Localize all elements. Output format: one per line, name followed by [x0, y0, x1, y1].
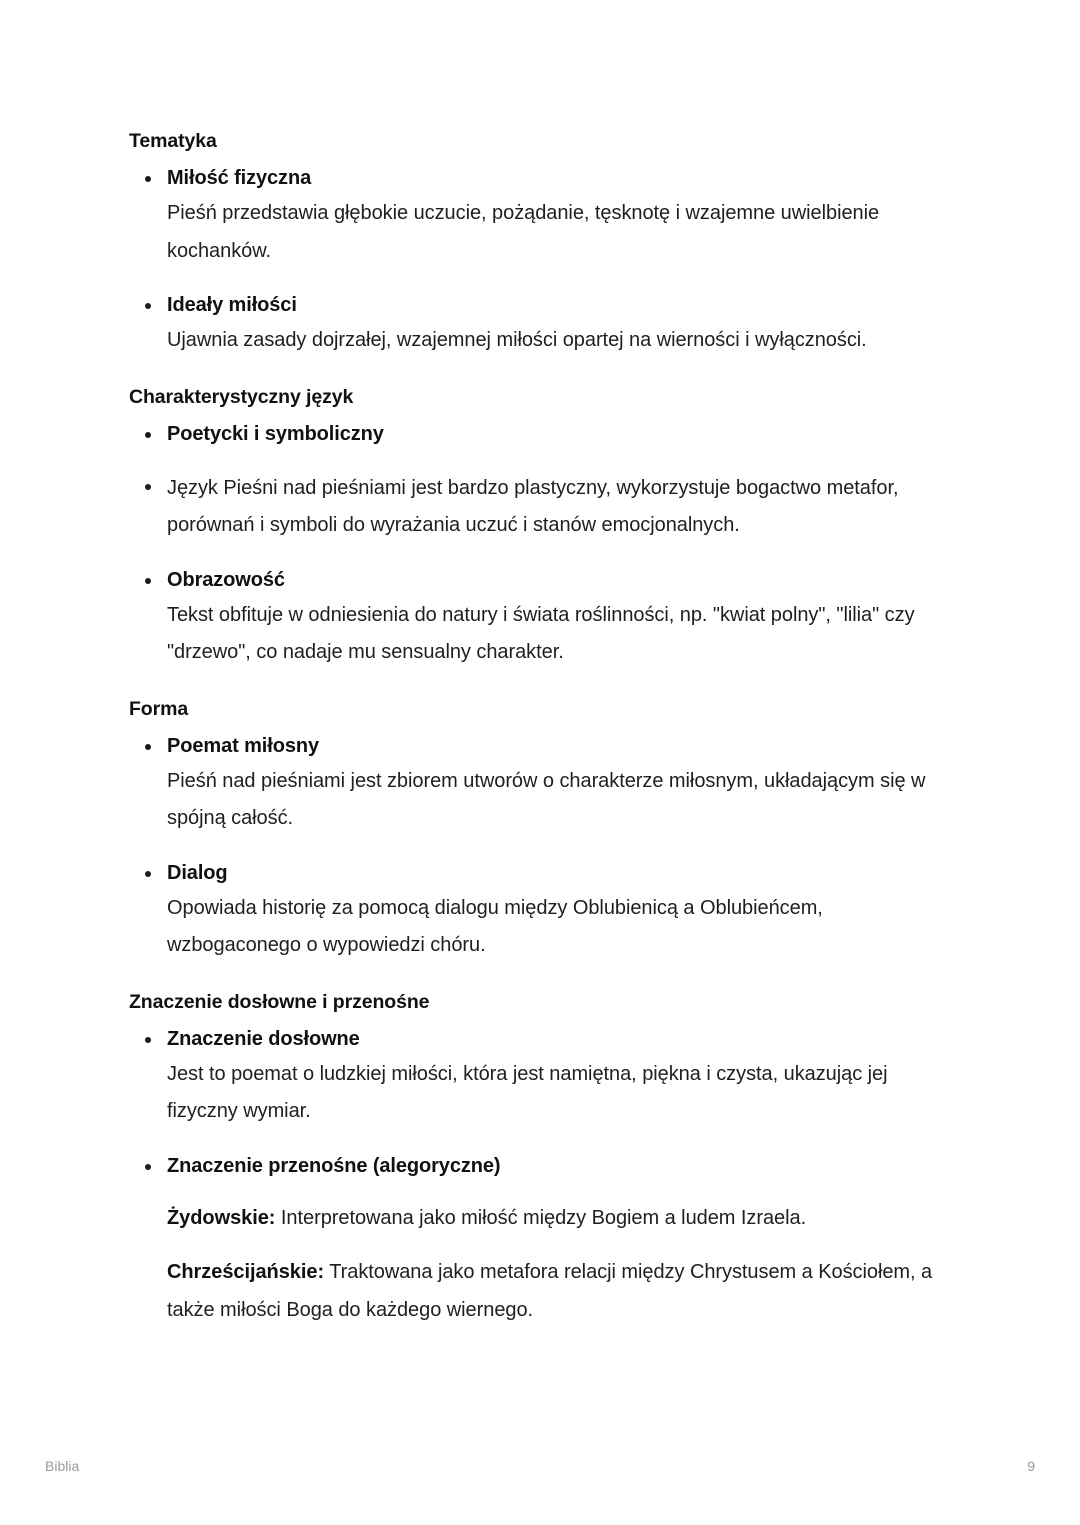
bullet-dot-icon	[145, 1164, 151, 1170]
bullet-dot-icon	[145, 578, 151, 584]
list-item-body: Opowiada historię za pomocą dialogu między Oblubienicą a Oblubieńcem, wzbogaconego o wypowiedzi chóru.	[167, 896, 823, 956]
interpretation-christian-label: Chrześcijańskie:	[167, 1261, 325, 1283]
list-item-body: Jest to poemat o ludzkiej miłości, która jest namiętna, piękna i czysta, ukazując jej fizyczny wymiar.	[167, 1062, 888, 1122]
list-item	[129, 564, 951, 672]
interpretation-jewish-text: Interpretowana jako miłość między Bogiem a ludem Izraela.	[275, 1206, 807, 1229]
footer-page-number: 9	[1027, 1458, 1035, 1474]
bullet-list-tematyka	[129, 162, 951, 360]
bullet-list-forma	[129, 730, 951, 965]
list-item-title: Obrazowość	[167, 568, 285, 591]
page-footer	[0, 1455, 1080, 1485]
list-item	[129, 470, 951, 545]
interpretation-jewish-label: Żydowskie:	[167, 1206, 276, 1229]
list-item	[129, 418, 951, 451]
list-item-body: Pieśń przedstawia głębokie uczucie, pożądanie, tęsknotę i wzajemne uwielbienie kochanków.	[167, 202, 880, 262]
list-item-title: Znaczenie przenośne (alegoryczne)	[167, 1154, 501, 1177]
list-item	[129, 1150, 951, 1183]
list-item-title: Miłość fizyczna	[167, 167, 312, 189]
list-item-body: Język Pieśni nad pieśniami jest bardzo plastyczny, wykorzystuje bogactwo metafor, porównań i symboli do wyrażania uczuć i stanów emocjonalnych.	[167, 476, 899, 536]
list-item-body: Pieśń nad pieśniami jest zbiorem utworów o charakterze miłosnym, układającym się w spójną całość.	[167, 769, 926, 829]
interpretation-christian	[167, 1254, 951, 1329]
list-item	[129, 289, 951, 360]
section-heading-znaczenie-doslowne-i-przenosne: Znaczenie dosłowne i przenośne	[129, 990, 430, 1013]
list-item	[129, 1023, 951, 1131]
document-body	[129, 126, 951, 1329]
list-item	[129, 162, 951, 270]
bullet-dot-icon	[145, 432, 151, 438]
bullet-list-znaczenie	[129, 1023, 951, 1183]
list-item	[129, 857, 951, 965]
list-item-title: Poetycki i symboliczny	[167, 422, 384, 445]
bullet-dot-icon	[145, 871, 151, 877]
footer-document-title: Biblia	[45, 1458, 80, 1474]
list-item-title: Poemat miłosny	[167, 734, 319, 757]
interpretation-jewish	[167, 1200, 951, 1238]
list-item-title: Ideały miłości	[167, 294, 297, 316]
bullet-dot-icon	[145, 176, 151, 182]
section-heading-tematyka: Tematyka	[129, 130, 217, 152]
list-item-title: Znaczenie dosłowne	[167, 1027, 360, 1050]
list-item-title: Dialog	[167, 861, 228, 884]
bullet-dot-icon	[145, 744, 151, 750]
list-item-body: Tekst obfituje w odniesienia do natury i świata roślinności, np. "kwiat polny", "lilia" czy "drzewo", co nadaje mu sensualny charakter.	[167, 603, 915, 663]
bullet-dot-icon	[145, 484, 151, 490]
bullet-list-charakterystyczny-jezyk	[129, 418, 951, 672]
bullet-dot-icon	[145, 1037, 151, 1043]
bullet-dot-icon	[145, 303, 151, 309]
interpretation-christian-text: Traktowana jako metafora relacji między Chrystusem a Kościołem, a także miłości Boga do każdego wiernego.	[167, 1261, 933, 1321]
list-item-body: Ujawnia zasady dojrzałej, wzajemnej miłości opartej na wierności i wyłączności.	[167, 329, 867, 351]
section-heading-forma: Forma	[129, 697, 189, 720]
section-heading-charakterystyczny-jezyk: Charakterystyczny język	[129, 385, 354, 408]
list-item	[129, 730, 951, 838]
